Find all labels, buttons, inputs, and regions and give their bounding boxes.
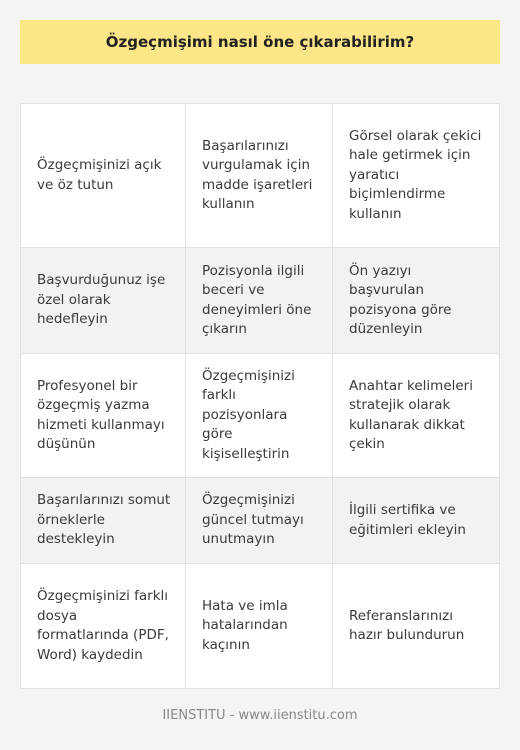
- table-cell: Başarılarınızı somut örneklerle destekleyin: [20, 478, 186, 564]
- table-cell: Özgeçmişinizi açık ve öz tutun: [20, 104, 186, 248]
- table-cell: Hata ve imla hatalarından kaçının: [186, 564, 333, 689]
- table-cell: Özgeçmişinizi güncel tutmayı unutmayın: [186, 478, 333, 564]
- table-cell: Başarılarınızı vurgulamak için madde işaretleri kullanın: [186, 104, 333, 248]
- table-cell: Özgeçmişinizi farklı dosya formatlarında (PDF, Word) kaydedin: [20, 564, 186, 689]
- tips-table: [20, 103, 500, 688]
- table-cell: Ön yazıyı başvurulan pozisyona göre düzenleyin: [333, 248, 500, 354]
- table-cell: Başvurduğunuz işe özel olarak hedefleyin: [20, 248, 186, 354]
- table-cell: Profesyonel bir özgeçmiş yazma hizmeti kullanmayı düşünün: [20, 354, 186, 478]
- table-cell: Pozisyonla ilgili beceri ve deneyimleri öne çıkarın: [186, 248, 333, 354]
- footer-credit: IIENSTITU - www.iienstitu.com: [162, 708, 358, 723]
- page-title: Özgeçmişimi nasıl öne çıkarabilirim?: [105, 33, 415, 51]
- table-cell: Anahtar kelimeleri stratejik olarak kullanarak dikkat çekin: [333, 354, 500, 478]
- table-cell: Görsel olarak çekici hale getirmek için yaratıcı biçimlendirme kullanın: [333, 104, 500, 248]
- title-banner: [20, 20, 500, 64]
- table-cell: İlgili sertifika ve eğitimleri ekleyin: [333, 478, 500, 564]
- table-cell: Referanslarınızı hazır bulundurun: [333, 564, 500, 689]
- table-cell: Özgeçmişinizi farklı pozisyonlara göre kişiselleştirin: [186, 354, 333, 478]
